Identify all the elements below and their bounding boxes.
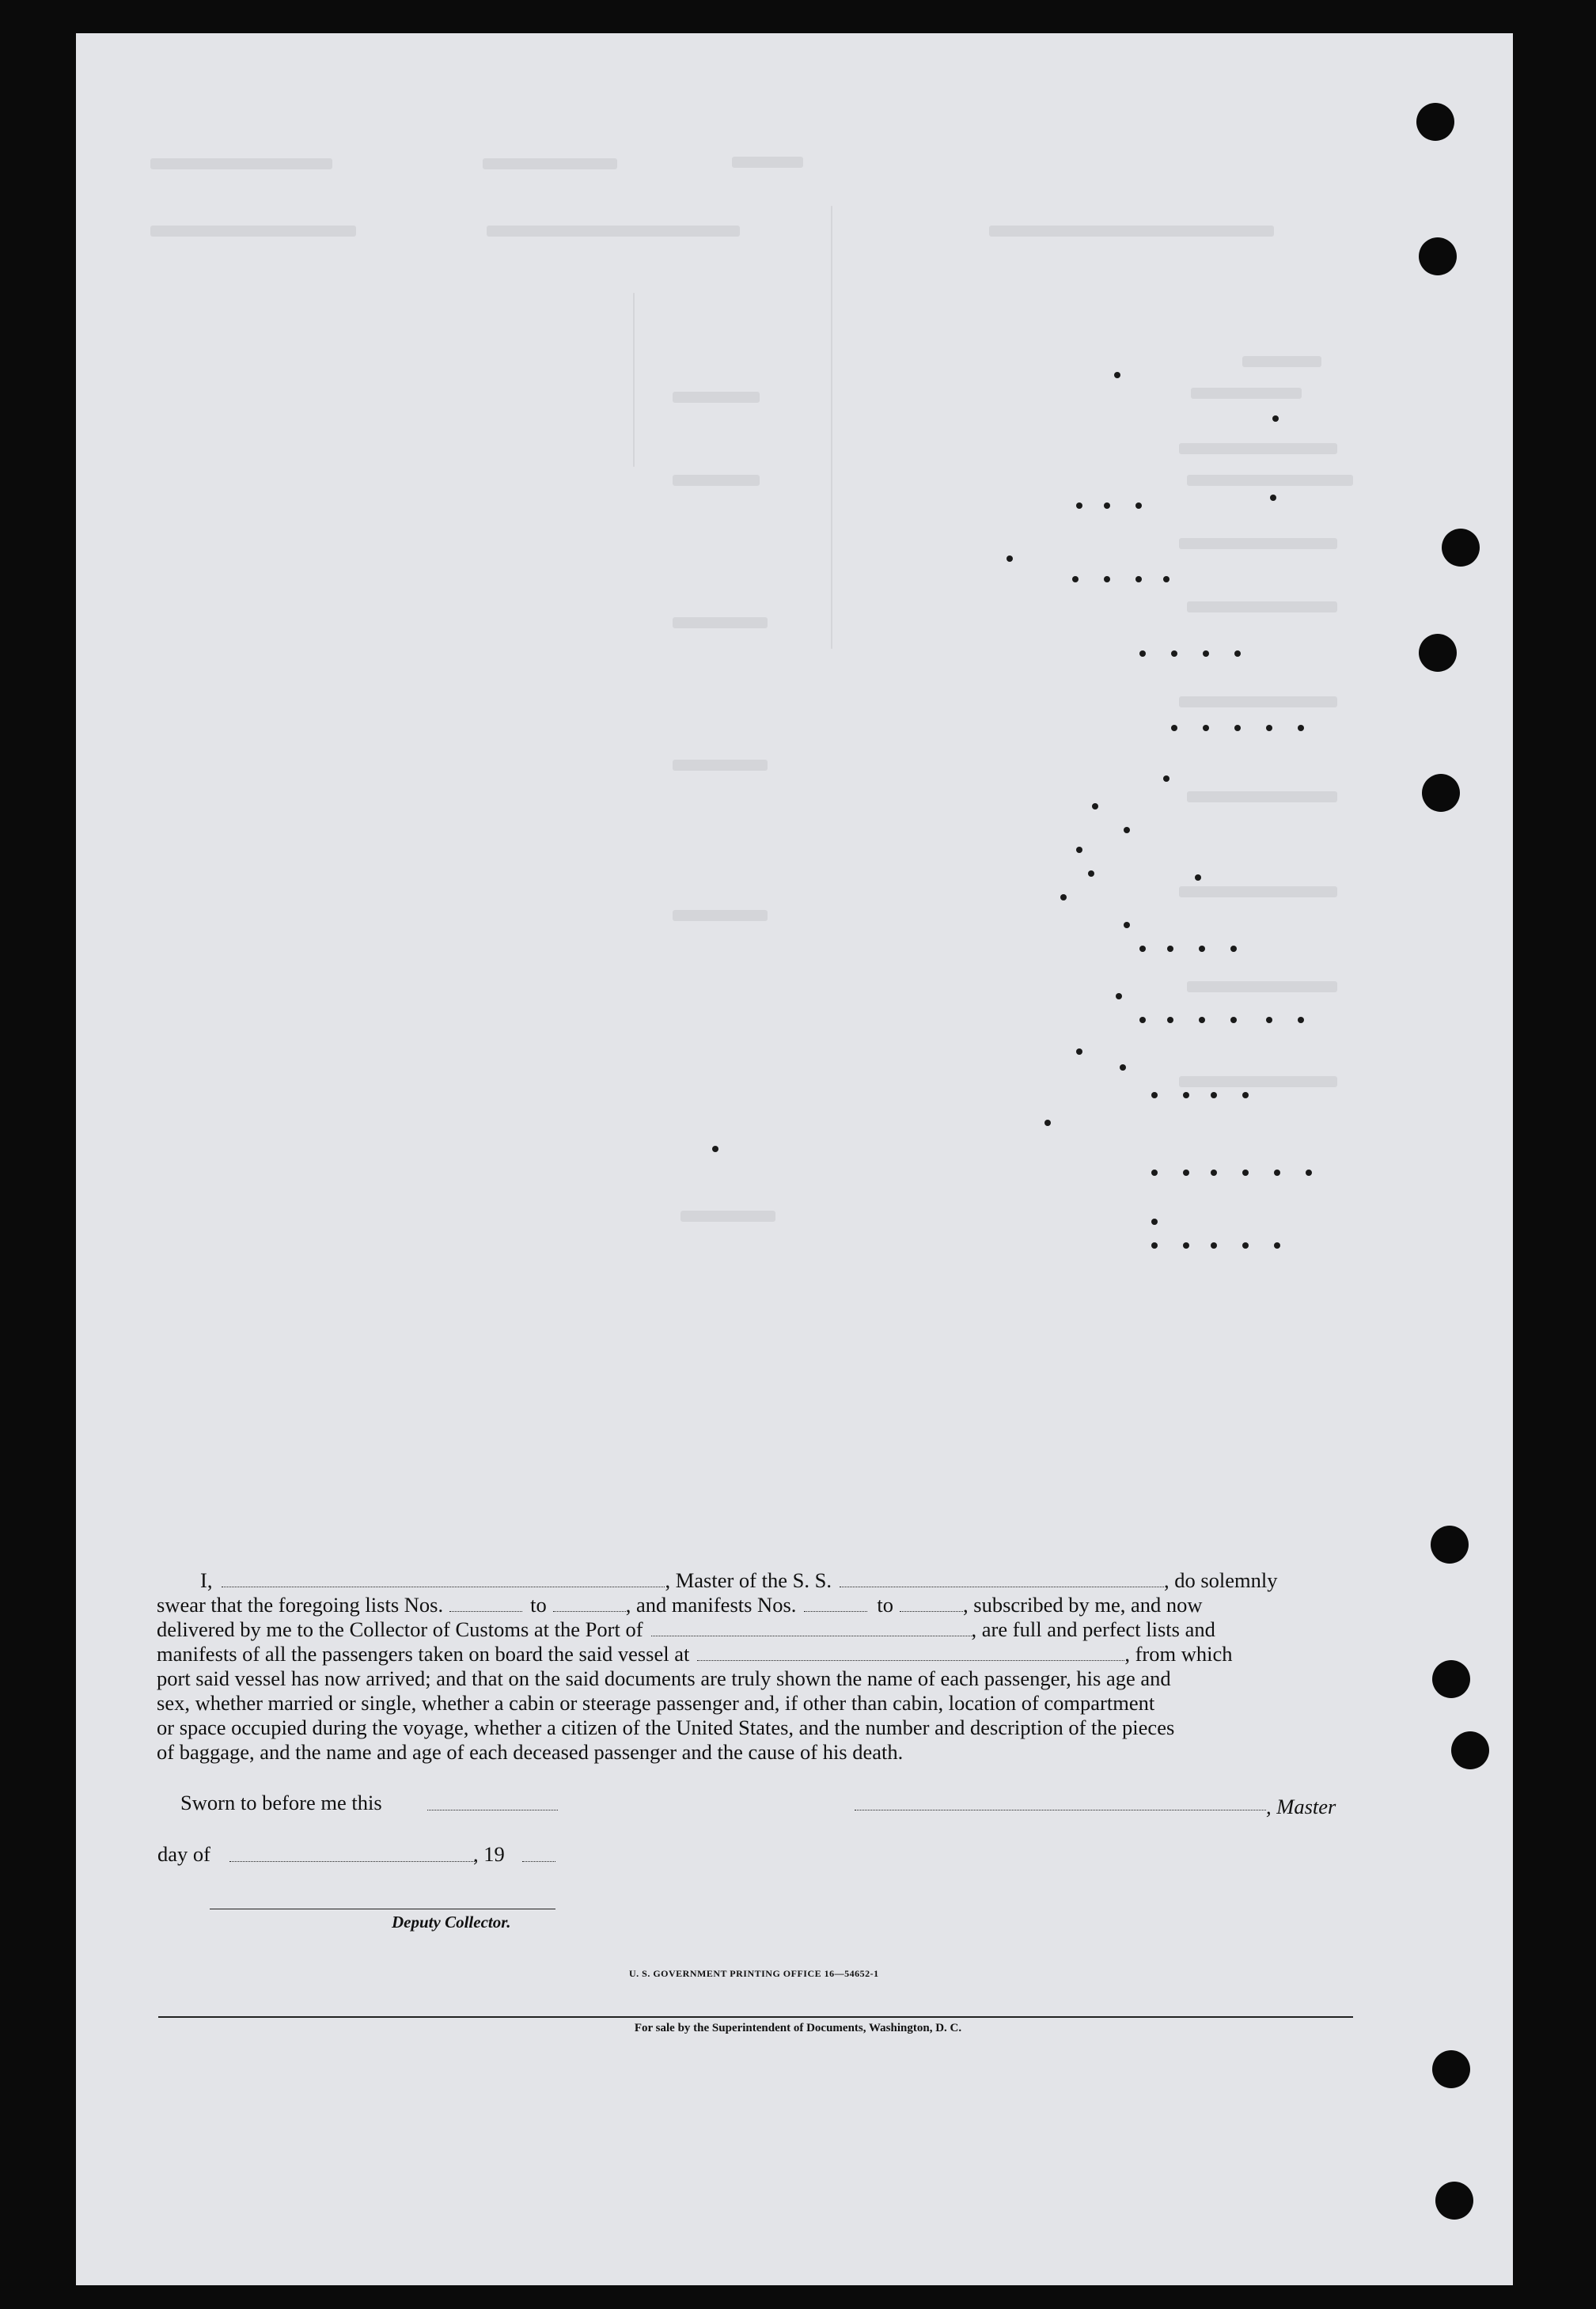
year-prefix: , 19 bbox=[473, 1842, 505, 1866]
oath-line-3 bbox=[157, 1617, 1353, 1642]
oath-line-8: of baggage, and the name and age of each deceased passenger and the cause of his death. bbox=[157, 1740, 904, 1764]
printer-imprint: U. S. GOVERNMENT PRINTING OFFICE 16—54652-1 bbox=[629, 1968, 879, 1979]
punch-hole bbox=[1442, 529, 1480, 567]
departure-port-blank[interactable] bbox=[697, 1643, 1124, 1661]
oath-i: I, bbox=[200, 1568, 213, 1592]
footer-sale-notice: For sale by the Superintendent of Documents, Washington, D. C. bbox=[634, 2022, 962, 2034]
lists-from-blank[interactable] bbox=[449, 1594, 522, 1612]
footer-rule bbox=[158, 2016, 1353, 2018]
oath-delivered: delivered by me to the Collector of Customs at the Port of bbox=[157, 1617, 643, 1641]
oath-line-6: sex, whether married or single, whether a cabin or steerage passenger and, if other than cabin, location of compartment bbox=[157, 1691, 1155, 1715]
punch-hole bbox=[1435, 2182, 1473, 2220]
punch-hole bbox=[1419, 237, 1457, 275]
oath-line-2 bbox=[157, 1593, 1353, 1617]
oath-master-of-ss: , Master of the S. S. bbox=[665, 1568, 832, 1592]
sworn-date-blank[interactable] bbox=[427, 1808, 558, 1810]
punch-hole bbox=[1431, 1526, 1469, 1564]
deputy-collector-label: Deputy Collector. bbox=[392, 1913, 511, 1932]
port-blank[interactable] bbox=[651, 1618, 972, 1636]
master-name-blank[interactable] bbox=[222, 1569, 665, 1587]
manifests-to-blank[interactable] bbox=[900, 1594, 963, 1612]
punch-hole bbox=[1422, 774, 1460, 812]
master-oath-paragraph bbox=[157, 1568, 1353, 1765]
punch-hole bbox=[1432, 1660, 1470, 1698]
day-month-blank[interactable] bbox=[229, 1860, 475, 1862]
document-page bbox=[76, 33, 1513, 2285]
oath-subscribed: , subscribed by me, and now bbox=[963, 1593, 1203, 1617]
master-label: , Master bbox=[1266, 1795, 1336, 1818]
oath-from-which: , from which bbox=[1124, 1642, 1233, 1666]
day-of-label: day of bbox=[157, 1842, 210, 1866]
punch-hole bbox=[1419, 634, 1457, 672]
oath-to-2: to bbox=[877, 1593, 894, 1617]
oath-to-1: to bbox=[530, 1593, 547, 1617]
lists-to-blank[interactable] bbox=[553, 1594, 626, 1612]
oath-line-5: port said vessel has now arrived; and that on the said documents are truly shown the name of each passenger, his age and bbox=[157, 1666, 1171, 1690]
oath-manifests-all: manifests of all the passengers taken on board the said vessel at bbox=[157, 1642, 690, 1666]
deputy-signature-line[interactable] bbox=[210, 1907, 555, 1909]
sworn-label: Sworn to before me this bbox=[180, 1791, 382, 1814]
punch-hole bbox=[1451, 1731, 1489, 1769]
oath-are-full: , are full and perfect lists and bbox=[971, 1617, 1215, 1641]
ship-name-blank[interactable] bbox=[840, 1569, 1164, 1587]
punch-hole bbox=[1416, 103, 1454, 141]
manifests-from-blank[interactable] bbox=[804, 1594, 867, 1612]
oath-do-solemnly: , do solemnly bbox=[1163, 1568, 1278, 1592]
punch-hole bbox=[1432, 2050, 1470, 2088]
master-signature-blank[interactable] bbox=[855, 1808, 1266, 1810]
oath-line-7: or space occupied during the voyage, whether a citizen of the United States, and the number and description of the pieces bbox=[157, 1716, 1175, 1739]
oath-line-1 bbox=[157, 1568, 1353, 1593]
year-blank[interactable] bbox=[522, 1860, 555, 1862]
oath-and-manifests: , and manifests Nos. bbox=[625, 1593, 797, 1617]
oath-line-4 bbox=[157, 1642, 1353, 1666]
oath-swear: swear that the foregoing lists Nos. bbox=[157, 1593, 444, 1617]
